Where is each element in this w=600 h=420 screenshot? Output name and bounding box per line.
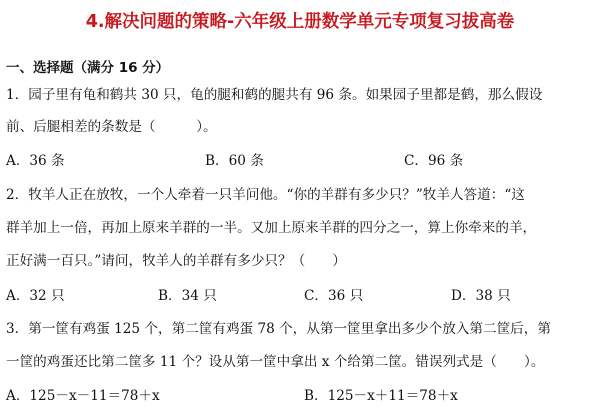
question-2-line-2: 群羊加上一倍，再加上原来羊群的一半。又加上原来羊群的四分之一，算上你牵来的羊， (6, 220, 537, 236)
question-1-option-a: A．36 条 (6, 153, 65, 169)
question-3-option-b: B．125－x＋11＝78＋x (304, 388, 458, 404)
question-1-option-c: C．96 条 (404, 153, 464, 169)
question-2-option-c: C．36 只 (304, 288, 364, 304)
section-heading: 一、选择题（满分 16 分） (6, 60, 170, 76)
question-3-option-a: A．125－x－11＝78＋x (6, 388, 160, 404)
question-2-option-b: B．34 只 (158, 288, 217, 304)
question-1-option-b: B．60 条 (205, 153, 264, 169)
question-1-line-2: 前、后腿相差的条数是（ ）。 (6, 119, 217, 135)
question-2-option-d: D．38 只 (451, 288, 511, 304)
question-1-line-1: 1．园子里有龟和鹤共 30 只，龟的腿和鹤的腿共有 96 条。如果园子里都是鹤，那么假设 (6, 87, 543, 103)
question-3-line-1: 3．第一筐有鸡蛋 125 个，第二筐有鸡蛋 78 个，从第一筐里拿出多少个放入第二筐后，第 (6, 321, 551, 337)
question-3-line-2: 一筐的鸡蛋还比第二筐多 11 个？设从第一筐中拿出 x 个给第二筐。错误列式是（ ）。 (6, 354, 545, 370)
document-title: 4.解决问题的策略-六年级上册数学单元专项复习拔高卷 (85, 12, 515, 32)
question-2-line-1: 2．牧羊人正在放牧，一个人牵着一只羊问他。“你的羊群有多少只？”牧羊人答道：“这 (6, 187, 525, 203)
question-2-option-a: A．32 只 (6, 288, 65, 304)
question-2-line-3: 正好满一百只。”请问，牧羊人的羊群有多少只？（ ） (6, 253, 346, 269)
